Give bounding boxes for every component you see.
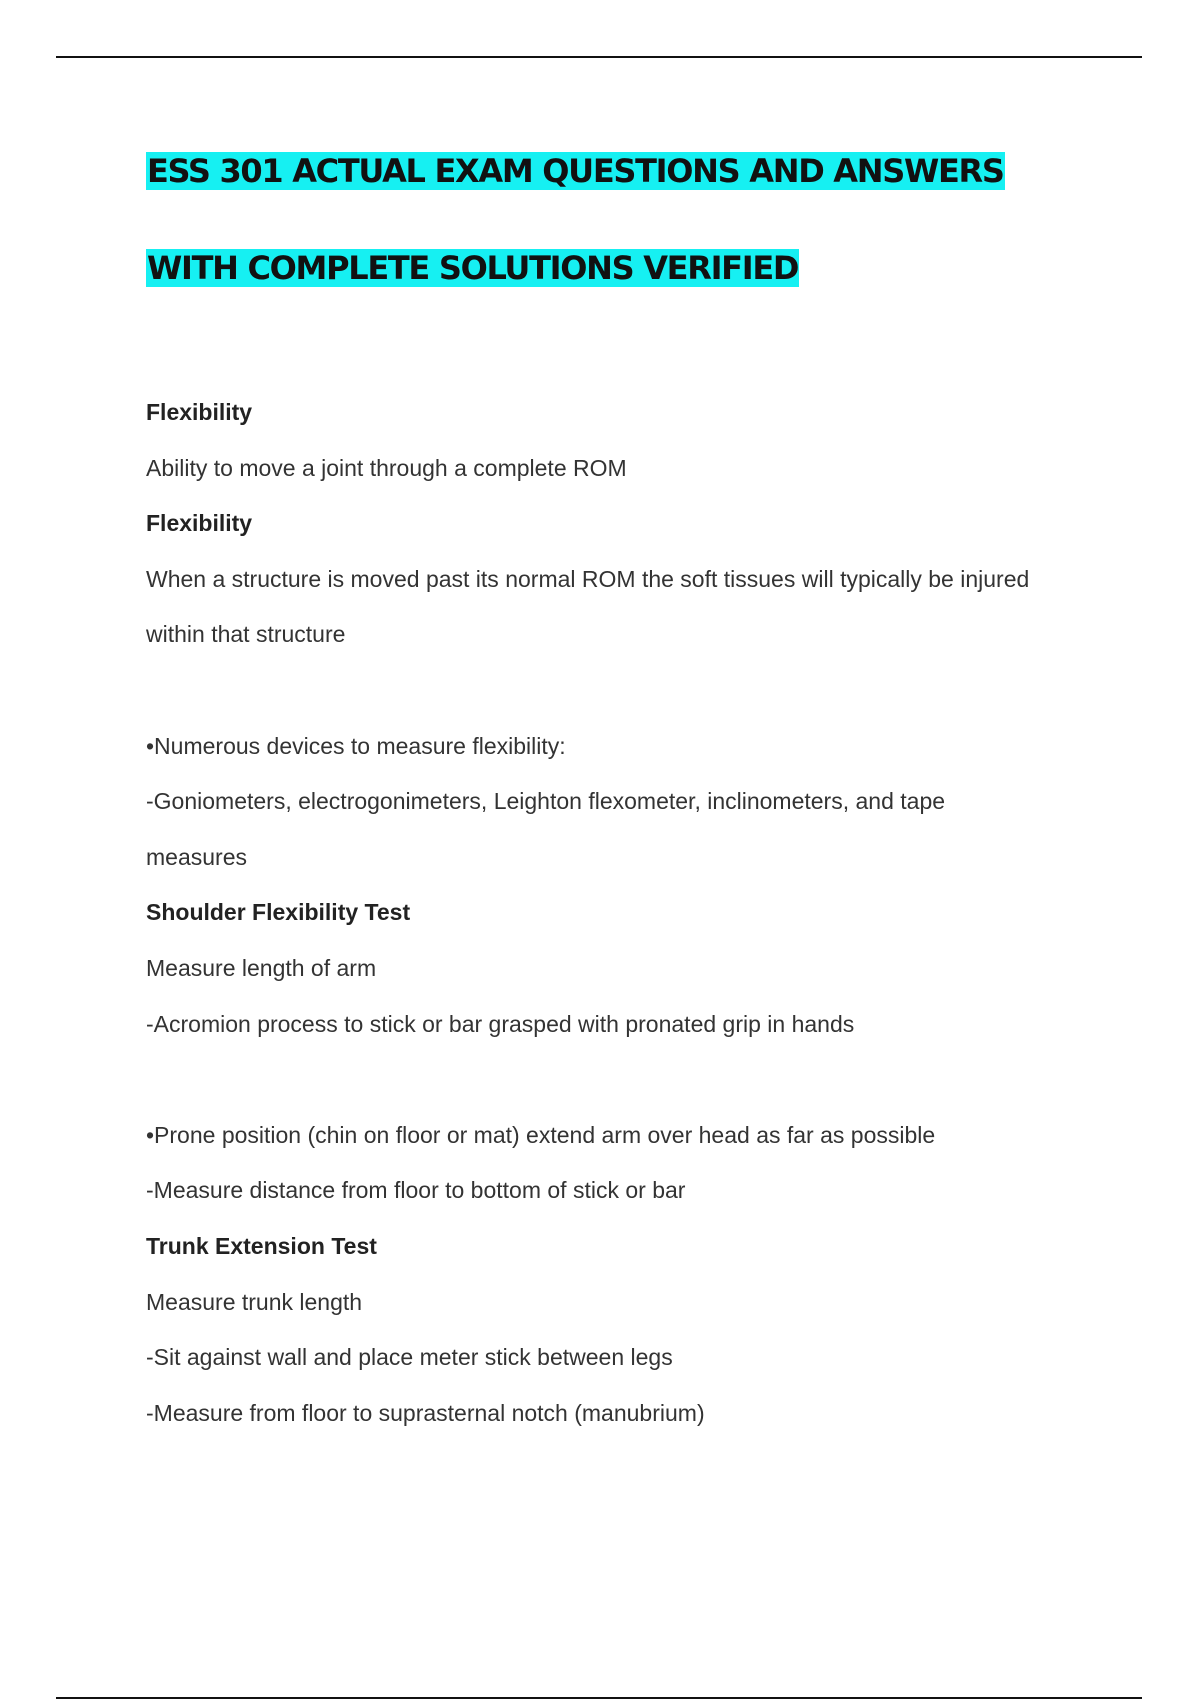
sub-item-text: -Measure distance from floor to bottom of stick or bar: [146, 1177, 686, 1203]
bullet-text: •Prone position (chin on floor or mat) extend arm over head as far as possible: [146, 1122, 936, 1148]
term-heading: Flexibility: [146, 510, 253, 536]
term-heading: Shoulder Flexibility Test: [146, 899, 411, 925]
sub-item-text: -Goniometers, electrogonimeters, Leighton flexometer, inclinometers, and tape: [146, 788, 946, 814]
definition-text: within that structure: [146, 621, 346, 647]
sub-item-text: -Measure from floor to suprasternal notch (manubrium): [146, 1400, 705, 1426]
definition-text: Measure trunk length: [146, 1289, 363, 1315]
definition-text: Measure length of arm: [146, 955, 377, 981]
sub-item-text: measures: [146, 844, 247, 870]
footer-rule: [56, 1697, 1142, 1699]
document-title-line-2: [146, 246, 799, 290]
bullet-text: •Numerous devices to measure flexibility:: [146, 733, 566, 759]
term-heading: Trunk Extension Test: [146, 1233, 377, 1259]
title-highlight-1: ESS 301 ACTUAL EXAM QUESTIONS AND ANSWERS: [147, 152, 1004, 190]
definition-text: When a structure is moved past its normal ROM the soft tissues will typically be injured: [146, 566, 1030, 592]
sub-item-text: -Sit against wall and place meter stick between legs: [146, 1344, 673, 1370]
term-heading: Flexibility: [146, 399, 253, 425]
document-title-line-1: [146, 149, 1005, 193]
header-rule: [56, 56, 1142, 58]
title-highlight-2: WITH COMPLETE SOLUTIONS VERIFIED: [147, 249, 799, 287]
sub-item-text: -Acromion process to stick or bar grasped with pronated grip in hands: [146, 1011, 855, 1037]
definition-text: Ability to move a joint through a complete ROM: [146, 455, 627, 481]
